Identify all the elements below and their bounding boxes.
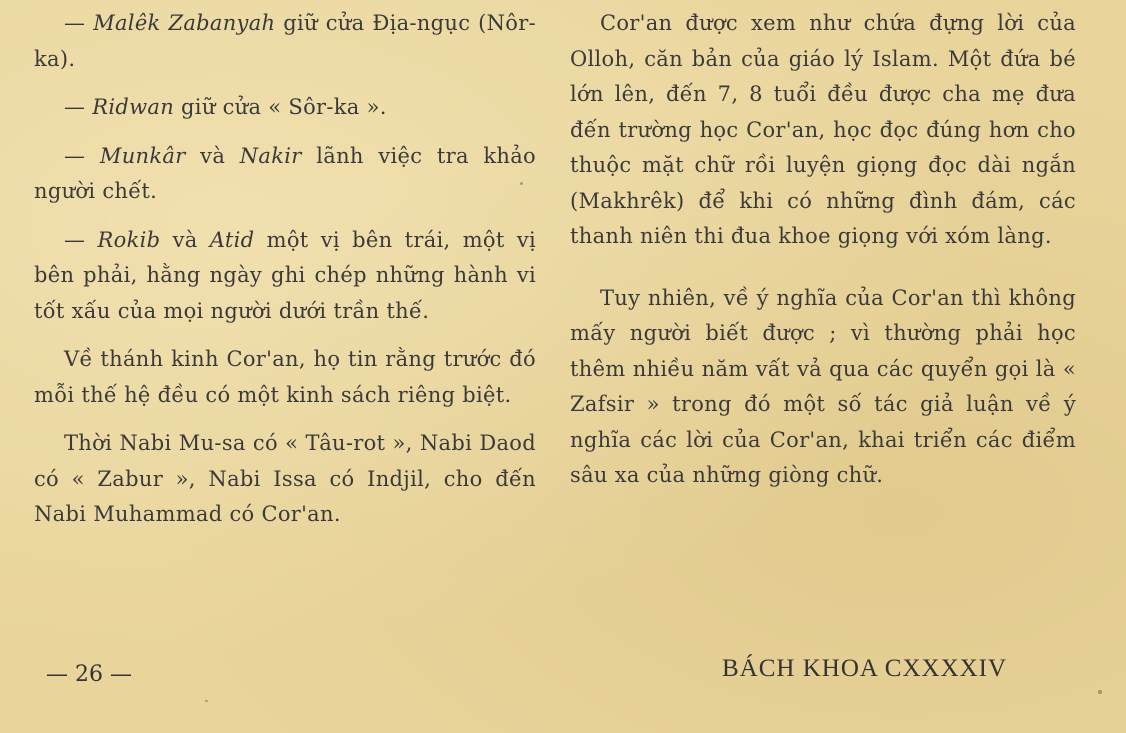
paragraph-text: Về thánh kinh Cor'an, họ tin rằng trước đó mỗi thế hệ đều có một kinh sách riêng biệt. (34, 347, 536, 407)
paragraph-text: giữ cửa « Sôr-ka ». (174, 95, 387, 119)
paragraph-coran-meaning (570, 281, 1076, 494)
angel-name: Ridwan (92, 95, 175, 119)
magazine-title: BÁCH KHOA CXXXXIV (722, 655, 1008, 682)
paragraph-ridwan (34, 90, 536, 126)
angel-name: Munkâr (99, 143, 186, 168)
conjunction: và (160, 227, 210, 252)
paragraph-nabi (34, 426, 536, 533)
angel-name: Rokib (97, 227, 161, 252)
paragraph-coran-study (570, 6, 1076, 255)
paragraph-rokib (34, 223, 536, 330)
paragraph-text: lãnh việc tra khảo người chết. (34, 143, 537, 203)
angel-name: Malêk Zabanyah (93, 11, 276, 35)
dash: — (64, 143, 100, 168)
conjunction: và (185, 143, 240, 168)
right-column (570, 6, 1076, 520)
left-column (34, 6, 536, 546)
angel-name: Nakir (239, 143, 302, 168)
paragraph-text: Thời Nabi Mu-sa có « Tâu-rot », Nabi Daod có « Zabur », Nabi Issa có Indjil, cho đến Nabi Muhammad có Cor'an. (34, 431, 536, 526)
paragraph-text: giữ cửa Địa-ngục (Nôr-ka). (34, 11, 536, 71)
dash: — (64, 95, 93, 119)
paragraph-text: Tuy nhiên, về ý nghĩa của Cor'an thì không mấy người biết được ; vì thường phải học thêm nhiều năm vất vả qua các quyển gọi là « Zafsir » trong đó một số tác giả luận về ý nghĩa các lời của Cor'an, khai triển các điểm sâu xa của những giòng chữ. (570, 285, 1076, 487)
paper-speck (520, 182, 523, 185)
paragraph-text: một vị bên trái, một vị bên phải, hằng ngày ghi chép những hành vi tốt xấu của mọi người dưới trần thế. (34, 227, 537, 323)
page-number: — 26 — (46, 662, 132, 687)
dash: — (64, 11, 94, 35)
paragraph-malek (34, 6, 536, 77)
paragraph-coran-belief (34, 342, 536, 413)
paper-speck (205, 700, 208, 702)
paper-speck (1098, 690, 1102, 694)
angel-name: Atid (209, 227, 255, 252)
paragraph-text: Cor'an được xem như chứa đựng lời của Olloh, căn bản của giáo lý Islam. Một đứa bé lớn lên, đến 7, 8 tuổi đều được cha mẹ đưa đến trường học Cor'an, học đọc đúng hơn cho thuộc mặt chữ rồi luyện giọng đọc dài ngắn (Makhrêk) để khi có những đình đám, các thanh niên thi đua khoe giọng với xóm làng. (570, 11, 1076, 248)
dash: — (64, 227, 98, 252)
paragraph-munkar (34, 139, 536, 210)
